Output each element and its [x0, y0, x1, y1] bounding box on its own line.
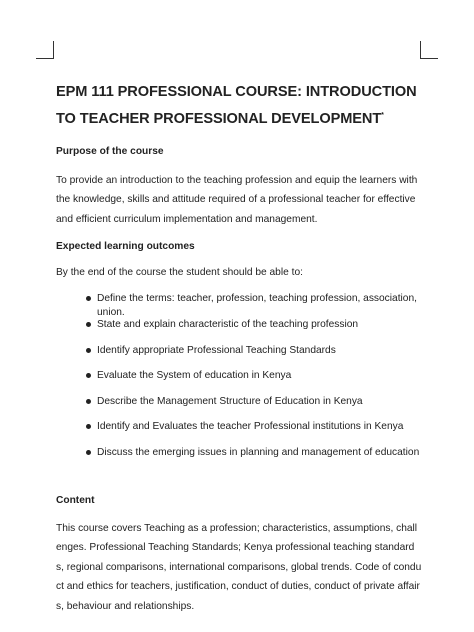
- document-title: EPM 111 PROFESSIONAL COURSE: INTRODUCTION TO TEACHER PROFESSIONAL DEVELOPMENT*: [56, 84, 417, 127]
- list-item-text: Discuss the emerging issues in planning and management of education: [97, 446, 420, 458]
- crop-mark-top-right: [420, 41, 421, 59]
- purpose-heading: Purpose of the course: [56, 145, 164, 157]
- bullet-icon: [86, 424, 91, 429]
- list-item-text: Define the terms: teacher, profession, teaching profession, association, union.: [97, 293, 417, 319]
- bullet-icon: [86, 450, 91, 455]
- document-page: [56, 80, 422, 616]
- outcomes-heading: Expected learning outcomes: [56, 241, 195, 253]
- list-item: [56, 344, 422, 370]
- title-footnote-mark: *: [381, 112, 384, 119]
- bullet-icon: [86, 399, 91, 404]
- list-item-text: State and explain characteristic of the teaching profession: [97, 318, 359, 330]
- list-item-text: Identify appropriate Professional Teaching Standards: [97, 344, 336, 356]
- list-item-text: Evaluate the System of education in Kenya: [97, 370, 292, 382]
- bullet-icon: [86, 373, 91, 378]
- list-item: [56, 420, 422, 446]
- crop-mark-top-left: [36, 58, 54, 59]
- list-item: [56, 446, 422, 472]
- outcomes-intro: By the end of the course the student should be able to:: [56, 267, 303, 279]
- bullet-icon: [86, 348, 91, 353]
- purpose-paragraph: To provide an introduction to the teaching profession and equip the learners with the knowledge, skills and attitude required of a professional teacher for effective and efficient curriculum implementation and management.: [56, 174, 418, 225]
- bullet-icon: [86, 296, 91, 301]
- content-heading: Content: [56, 494, 95, 506]
- list-item: [56, 292, 422, 318]
- bullet-icon: [86, 322, 91, 327]
- crop-mark-top-left: [53, 41, 54, 59]
- list-item: [56, 395, 422, 421]
- content-paragraph: This course covers Teaching as a profession; characteristics, assumptions, challenges. Professional Teaching Standards; Kenya professional teaching standards, regional comparisons, international comparisons, global trends. Code of conduct and ethics for teachers, justification, conduct of duties, conduct of private affairs, behaviour and relationships.: [56, 522, 422, 612]
- outcomes-list: [56, 292, 422, 471]
- list-item-text: Describe the Management Structure of Education in Kenya: [97, 395, 363, 407]
- crop-mark-top-right: [420, 58, 438, 59]
- list-item: [56, 318, 422, 344]
- list-item: [56, 369, 422, 395]
- list-item-text: Identify and Evaluates the teacher Professional institutions in Kenya: [97, 421, 404, 433]
